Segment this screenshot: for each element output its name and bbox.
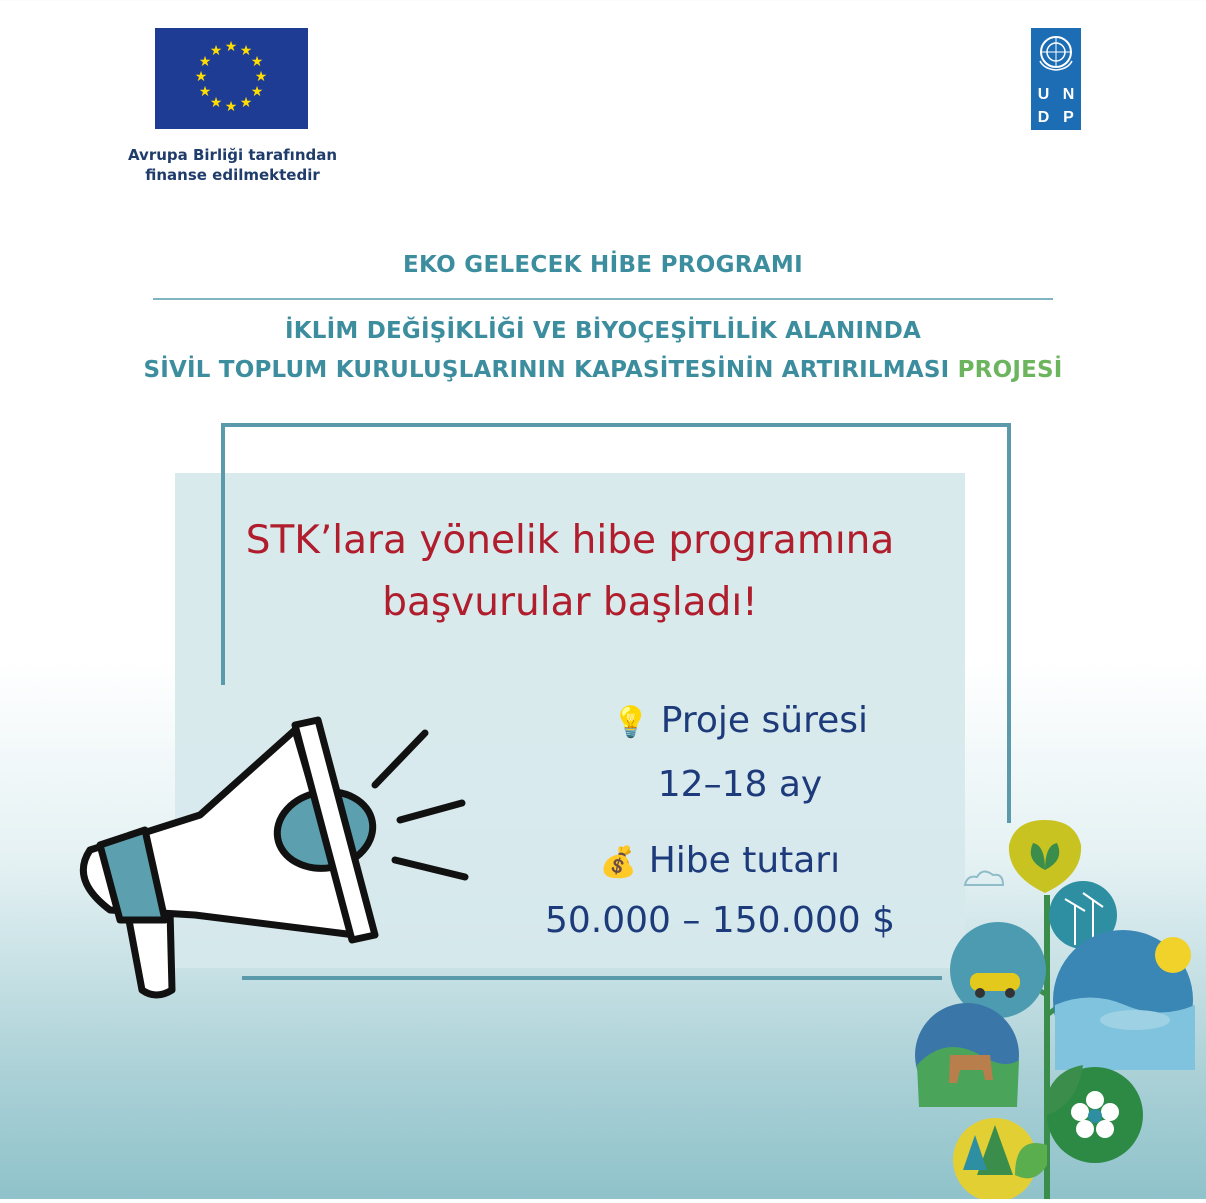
- duration-label: Proje süresi: [660, 700, 868, 741]
- undp-logo: [1031, 28, 1081, 130]
- divider: [153, 298, 1053, 300]
- headline-line2: başvurular başladı!: [382, 580, 758, 625]
- undp-letter-p: P: [1063, 109, 1074, 126]
- svg-text:★: ★: [198, 54, 212, 70]
- amount-row: [560, 840, 880, 881]
- un-emblem-icon: [1035, 31, 1077, 77]
- svg-text:★: ★: [224, 39, 238, 55]
- svg-text:★: ★: [194, 69, 208, 85]
- svg-text:★: ★: [239, 95, 253, 111]
- amount-label: Hibe tutarı: [648, 840, 841, 881]
- project-title-line1: İKLİM DEĞİŞİKLİĞİ VE BİYOÇEŞİTLİLİK ALANINDA: [285, 318, 921, 344]
- duration-row: [560, 700, 920, 741]
- eco-tree-icon: [905, 815, 1206, 1199]
- svg-text:★: ★: [254, 69, 268, 85]
- frame-line-right: [1007, 423, 1011, 823]
- eu-caption-line1: Avrupa Birliği tarafından: [127, 146, 338, 164]
- program-title: EKO GELECEK HİBE PROGRAMI: [403, 252, 803, 278]
- money-bag-icon: 💰: [599, 845, 638, 880]
- project-title-line2-main: SİVİL TOPLUM KURULUŞLARININ KAPASİTESİNİN ARTIRILMASI: [143, 357, 958, 383]
- svg-text:★: ★: [209, 43, 223, 59]
- svg-text:★: ★: [224, 99, 238, 115]
- megaphone-icon: [50, 705, 480, 1005]
- svg-text:★: ★: [209, 95, 223, 111]
- svg-text:★: ★: [198, 84, 212, 100]
- amount-value: 50.000 – 150.000 $: [544, 900, 896, 941]
- undp-letter-d: D: [1037, 109, 1050, 126]
- eu-caption: [100, 145, 365, 185]
- svg-text:★: ★: [239, 43, 253, 59]
- svg-text:★: ★: [250, 84, 264, 100]
- project-title-line2: [0, 357, 1206, 383]
- project-title-line2-tail: PROJESİ: [957, 357, 1063, 383]
- announcement-headline: [175, 510, 965, 634]
- undp-letter-n: N: [1062, 86, 1075, 103]
- svg-text:★: ★: [250, 54, 264, 70]
- headline-line1: STK’lara yönelik hibe programına: [245, 518, 895, 563]
- eu-caption-line2: finanse edilmektedir: [145, 166, 320, 184]
- frame-line-top: [221, 423, 1011, 427]
- eu-flag-icon: [155, 28, 308, 129]
- lightbulb-icon: 💡: [611, 705, 650, 740]
- undp-letter-u: U: [1037, 86, 1050, 103]
- duration-value: 12–18 ay: [657, 764, 823, 805]
